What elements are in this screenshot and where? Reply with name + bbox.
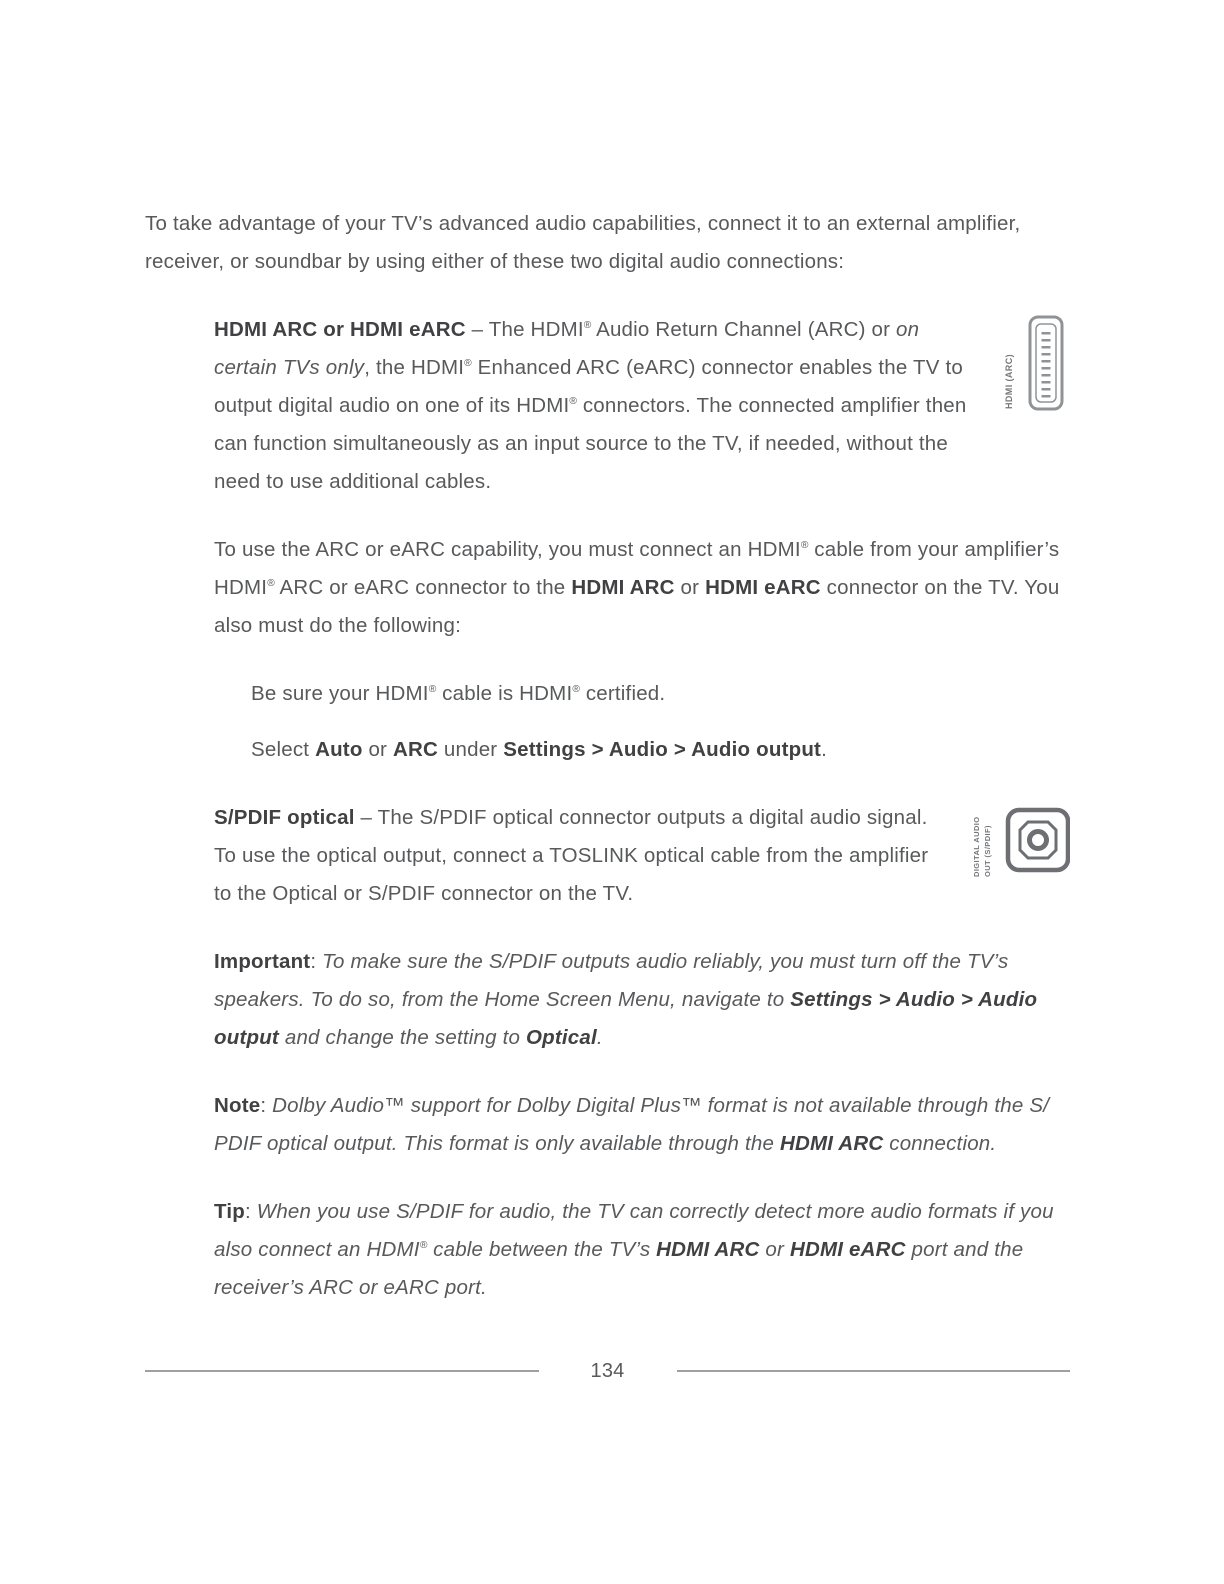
page-number: 134 bbox=[590, 1360, 625, 1382]
spdif-port-label-top: DIGITAL AUDIO bbox=[972, 816, 981, 877]
spdif-port-figure bbox=[970, 803, 1070, 892]
text-run: Audio Return Channel (ARC) or bbox=[591, 318, 897, 341]
intro-paragraph bbox=[145, 205, 1070, 281]
text-run: Optical bbox=[525, 1026, 597, 1049]
text-run: Be sure your HDMI bbox=[251, 682, 429, 705]
text-run: : bbox=[310, 950, 323, 973]
text-run: cable from your amplifier’s HDMI bbox=[214, 538, 1060, 599]
hdmi-arc-paragraph bbox=[214, 311, 1070, 501]
text-run: Select bbox=[251, 738, 316, 761]
text-run: ® bbox=[428, 684, 437, 696]
hdmi-port-label: HDMI (ARC) bbox=[1004, 354, 1014, 409]
text-run: ® bbox=[572, 684, 580, 696]
text-run: HDMI ARC bbox=[780, 1132, 884, 1155]
text-run: HDMI ARC bbox=[571, 576, 675, 599]
text-run: cable between the TV’s bbox=[427, 1238, 657, 1261]
text-run: HDMI eARC bbox=[789, 1238, 906, 1261]
text-run: ® bbox=[267, 578, 275, 590]
bullet-select-audio-output bbox=[251, 731, 1070, 769]
text-run: Tip bbox=[214, 1200, 245, 1223]
text-run: To make sure the S/PDIF outputs audio reliably, you must turn off the TV’s speakers. To do so, from the Home Screen Menu, navigate to bbox=[214, 950, 1009, 1011]
text-run: HDMI eARC bbox=[705, 576, 821, 599]
text-run: ® bbox=[800, 540, 809, 552]
text-run: Settings > Audio > Audio output bbox=[214, 988, 1038, 1049]
text-run: To take advantage of your TV’s advanced audio capabilities, connect it to an external amplifier, receiver, or soundbar by using either of these two digital audio connections: bbox=[145, 212, 1021, 273]
text-run: – The S/PDIF optical connector outputs a digital audio signal. To use the optical output, connect a TOSLINK optical cable from the amplifier to the Optical or S/PDIF connector on the TV. bbox=[214, 806, 929, 905]
text-run: Auto bbox=[315, 738, 363, 761]
page-footer bbox=[145, 1352, 1070, 1390]
hdmi-arc-port-figure bbox=[1000, 311, 1070, 428]
text-run: port and the receiver’s ARC or eARC port. bbox=[214, 1238, 1024, 1299]
arc-usage-paragraph bbox=[214, 531, 1070, 645]
text-run: Note bbox=[214, 1094, 261, 1117]
text-run: To use the ARC or eARC capability, you must connect an HDMI bbox=[214, 538, 801, 561]
text-run: or bbox=[759, 1238, 790, 1261]
text-run: cable is HDMI bbox=[436, 682, 573, 705]
text-run: ® bbox=[583, 320, 592, 332]
text-run: . bbox=[821, 738, 827, 761]
text-run: When you use S/PDIF for audio, the TV can correctly detect more audio formats if you also connect an HDMI bbox=[214, 1200, 1054, 1261]
text-run: connector on the TV. You also must do the following: bbox=[214, 576, 1060, 637]
note-paragraph bbox=[214, 1087, 1070, 1163]
text-run: : bbox=[260, 1094, 273, 1117]
footer-rule-right bbox=[677, 1370, 1071, 1372]
text-run: ® bbox=[419, 1240, 428, 1252]
spdif-paragraph bbox=[214, 799, 1070, 913]
text-run: S/PDIF optical bbox=[214, 806, 355, 829]
text-run: , the HDMI bbox=[364, 356, 465, 379]
text-run: connection. bbox=[883, 1132, 997, 1155]
spdif-port-label-bottom: OUT (S/PDIF) bbox=[983, 825, 992, 877]
text-run: HDMI ARC or HDMI eARC bbox=[214, 318, 466, 341]
text-run: under bbox=[438, 738, 504, 761]
text-run: or bbox=[674, 576, 706, 599]
text-run: on certain TVs only bbox=[214, 318, 920, 379]
text-run: Enhanced ARC (eARC) connector enables the TV to output digital audio on one of its HDMI bbox=[214, 356, 963, 417]
spdif-section bbox=[214, 799, 1070, 913]
text-run: ARC bbox=[392, 738, 438, 761]
hdmi-arc-section bbox=[214, 311, 1070, 501]
text-run: Dolby Audio™ support for Dolby Digital Plus™ format is not available through the S/ PDIF optical output. This format is only available through the bbox=[214, 1094, 1050, 1155]
text-run: – The HDMI bbox=[465, 318, 584, 341]
text-run: ARC or eARC connector to the bbox=[274, 576, 572, 599]
footer-rule-left bbox=[145, 1370, 539, 1372]
hdmi-port-icon bbox=[1000, 311, 1070, 415]
text-run: or bbox=[362, 738, 393, 761]
text-run: Important bbox=[214, 950, 311, 973]
bullet-hdmi-certified bbox=[251, 675, 1070, 713]
text-run: Settings > Audio > Audio output bbox=[503, 738, 822, 761]
important-paragraph bbox=[214, 943, 1070, 1057]
text-run: HDMI ARC bbox=[656, 1238, 760, 1261]
tip-paragraph bbox=[214, 1193, 1070, 1307]
text-run: : bbox=[244, 1200, 257, 1223]
text-run: and change the setting to bbox=[278, 1026, 526, 1049]
text-run: ® bbox=[569, 396, 577, 408]
spdif-optical-icon bbox=[970, 803, 1070, 879]
text-run: ® bbox=[464, 358, 472, 370]
text-run: connectors. The connected amplifier then can function simultaneously as an input source to the TV, if needed, without the need to use additional cables. bbox=[214, 394, 967, 493]
text-run: . bbox=[596, 1026, 603, 1049]
text-run: certified. bbox=[579, 682, 666, 705]
